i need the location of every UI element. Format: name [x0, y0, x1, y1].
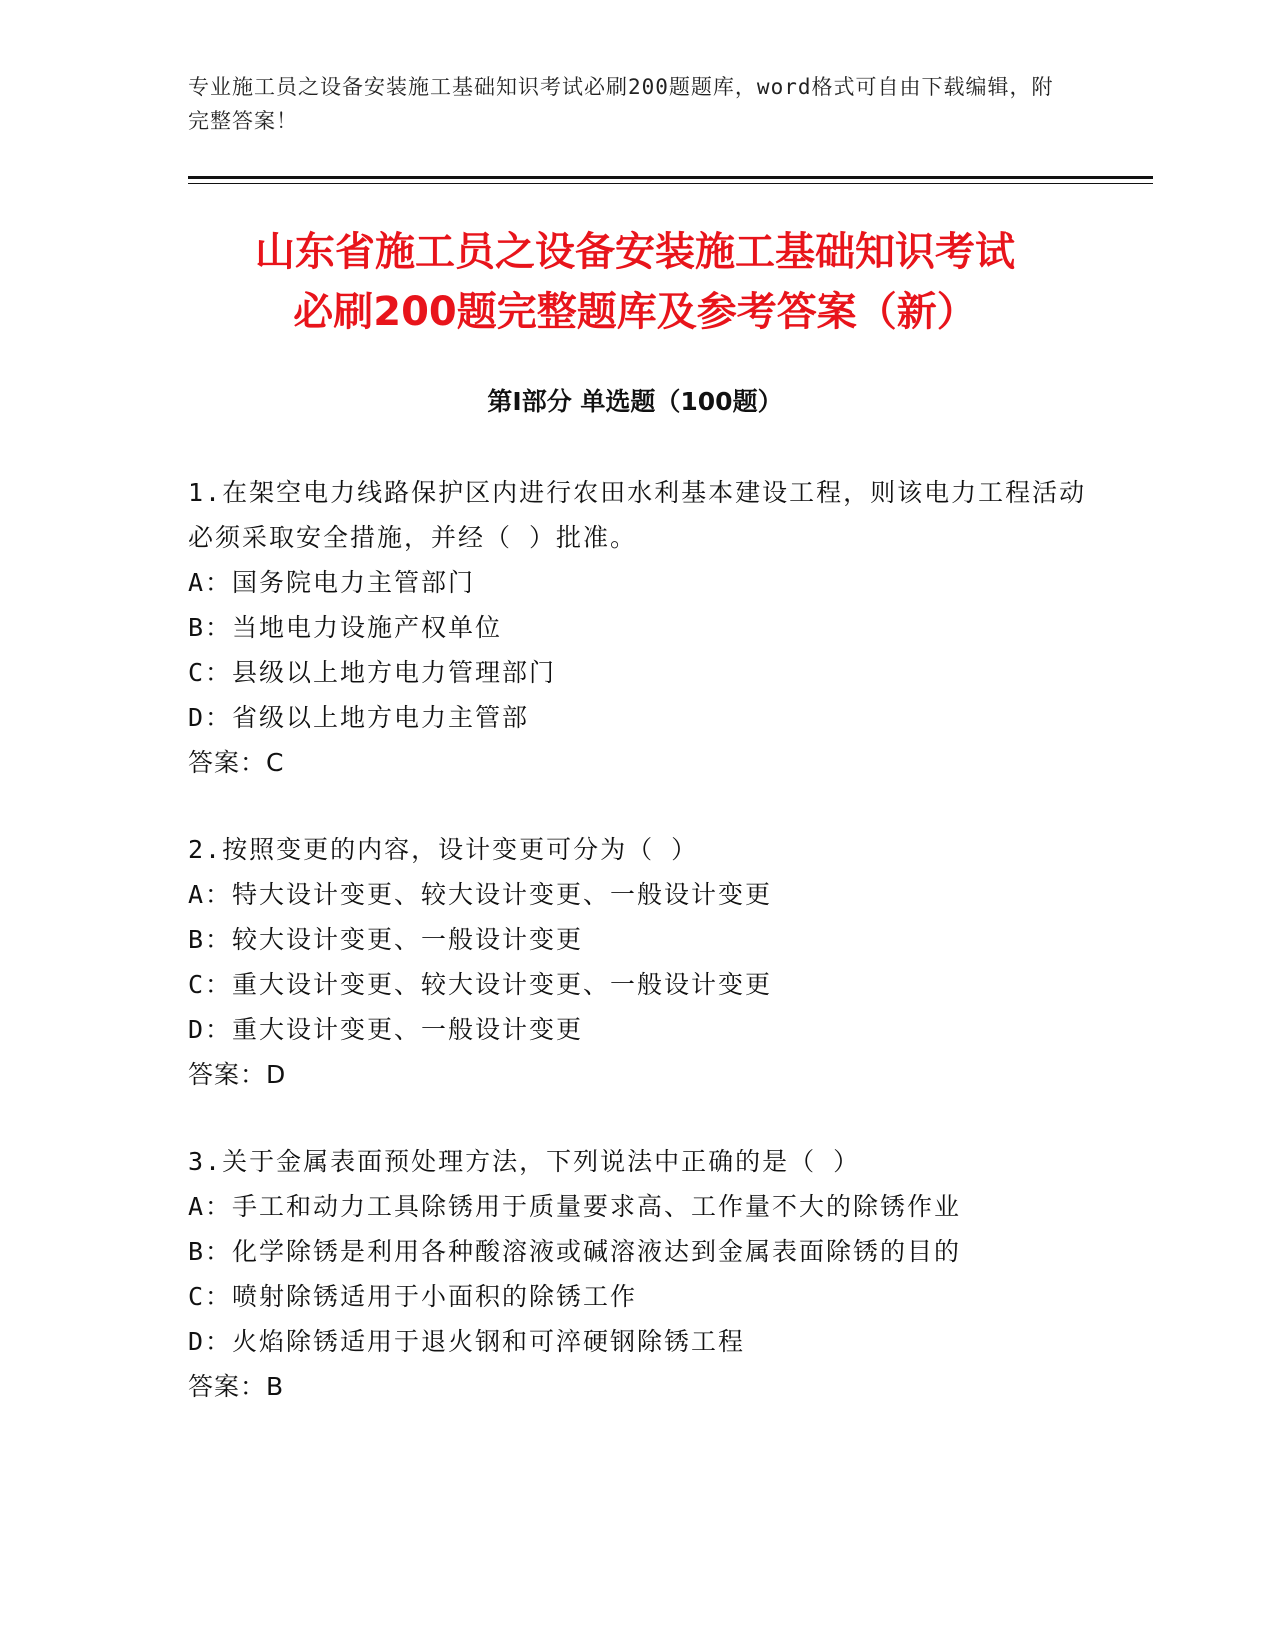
- option-c: C：县级以上地方电力管理部门: [188, 658, 557, 687]
- answer: 答案：D: [188, 1060, 287, 1089]
- question-stem: 2.按照变更的内容，设计变更可分为（ ）: [188, 835, 699, 864]
- header-rule-thick: [188, 176, 1153, 179]
- document-title-line-1: 山东省施工员之设备安装施工基础知识考试: [255, 229, 1015, 275]
- answer: 答案：C: [188, 748, 285, 777]
- question-3: [188, 1139, 1088, 1409]
- question-stem: 1.在架空电力线路保护区内进行农田水利基本建设工程，则该电力工程活动必须采取安全措施，并经（ ）批准。: [188, 478, 1087, 552]
- option-d: D：重大设计变更、一般设计变更: [188, 1015, 584, 1044]
- question-stem: 3.关于金属表面预处理方法，下列说法中正确的是（ ）: [188, 1147, 861, 1176]
- option-d: D：火焰除锈适用于退火钢和可淬硬钢除锈工程: [188, 1327, 746, 1356]
- question-1: [188, 470, 1088, 785]
- option-b: B：化学除锈是利用各种酸溶液或碱溶液达到金属表面除锈的目的: [188, 1237, 962, 1266]
- option-b: B：当地电力设施产权单位: [188, 613, 503, 642]
- document-title: [180, 222, 1090, 342]
- option-a: A：国务院电力主管部门: [188, 568, 476, 597]
- option-d: D：省级以上地方电力主管部: [188, 703, 530, 732]
- option-b: B：较大设计变更、一般设计变更: [188, 925, 584, 954]
- section-title: 第Ⅰ部分 单选题（100题）: [487, 387, 783, 416]
- question-list: [188, 470, 1088, 1451]
- document-title-line-2: 必刷200题完整题库及参考答案（新）: [293, 289, 977, 335]
- option-c: C：喷射除锈适用于小面积的除锈工作: [188, 1282, 638, 1311]
- question-2: [188, 827, 1088, 1097]
- header-rule-thin: [188, 183, 1153, 184]
- option-c: C：重大设计变更、较大设计变更、一般设计变更: [188, 970, 773, 999]
- header-note: 专业施工员之设备安装施工基础知识考试必刷200题题库，word格式可自由下载编辑，附完整答案！: [188, 75, 1054, 133]
- option-a: A：特大设计变更、较大设计变更、一般设计变更: [188, 880, 773, 909]
- option-a: A：手工和动力工具除锈用于质量要求高、工作量不大的除锈作业: [188, 1192, 962, 1221]
- answer: 答案：B: [188, 1372, 285, 1401]
